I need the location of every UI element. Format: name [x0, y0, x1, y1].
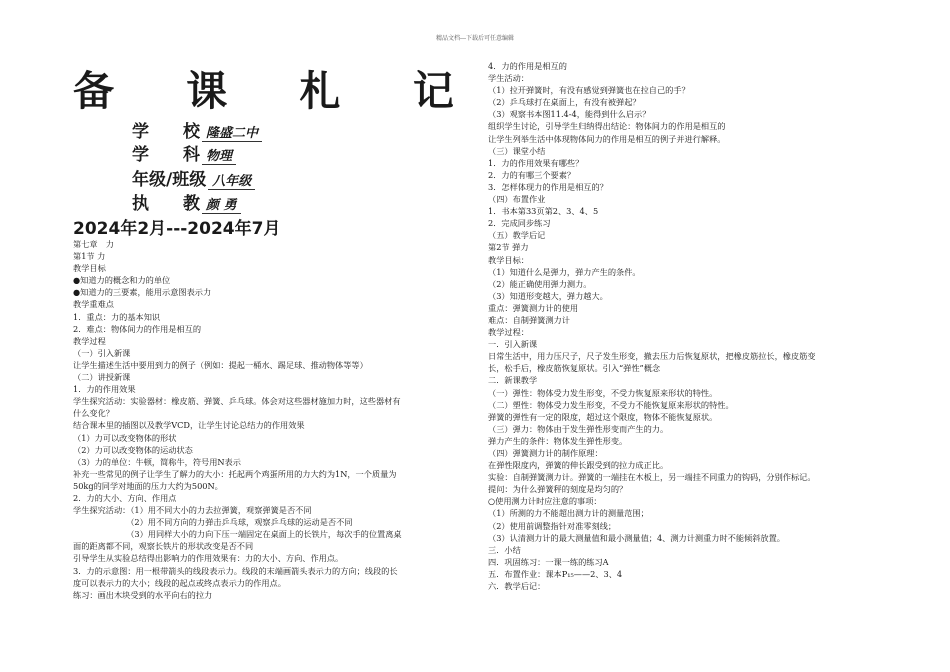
- text-line: （1）知道什么是弹力，弹力产生的条件。: [488, 266, 641, 277]
- text-line: 让学生列举生活中体现物体间力的作用是相互的例子并进行解释。: [488, 133, 726, 144]
- info-label: 年级/班级: [132, 170, 207, 190]
- text-line: （1）力可以改变物体的形状: [73, 432, 177, 443]
- text-line: 第1节 力: [73, 251, 106, 262]
- text-line: 弹簧的弹性有一定的限度，超过这个限度，物体不能恢复原状。: [488, 411, 718, 422]
- text-line: ●知道力的三要素，能用示意图表示力: [73, 287, 212, 298]
- left-column-text: [73, 238, 483, 601]
- text-line: 教学过程：: [488, 327, 529, 338]
- text-line: （3）力的单位：牛顿，简称牛，符号用N表示: [73, 456, 241, 467]
- text-line: 3．怎样体现力的作用是相互的？: [488, 181, 608, 192]
- text-line: 六．教学后记：: [488, 581, 546, 592]
- text-line: 日常生活中，用力压尺子，尺子发生形变，撤去压力后恢复原状，把橡皮筋拉长，橡皮筋变: [488, 351, 816, 362]
- text-line: 2．完成同步练习: [488, 218, 551, 229]
- text-line: ●知道力的概念和力的单位: [73, 275, 171, 286]
- text-line: 五．布置作业：课本P₁₅——2、3、4: [488, 568, 623, 579]
- text-line: 学生探究活动：（1）用不同大小的力去拉弹簧，观察弹簧是否不同: [73, 505, 312, 516]
- text-line: 度可以表示力的大小；线段的起点或终点表示力的作用点。: [73, 577, 286, 588]
- info-value: 八年级: [208, 170, 255, 190]
- text-line: （3）观察书本图11.4-4，能得到什么启示？: [488, 109, 651, 120]
- text-line: 结合课本里的插图以及教学VCD，让学生讨论总结力的作用效果: [73, 420, 305, 431]
- text-line: （五）教学后记: [488, 230, 546, 241]
- info-row-school: [132, 117, 262, 142]
- text-line: 练习：画出木块受到的水平向右的拉力: [73, 589, 213, 600]
- text-line: 1．书本第33页第2、3、4、5: [488, 206, 599, 217]
- text-line: （三）课堂小结: [488, 145, 546, 156]
- text-line: 面的距离都不同，观察长铁片的形状改变是否不同: [73, 541, 254, 552]
- info-row-subject: [132, 140, 236, 165]
- text-line: 2．力的有哪三个要素？: [488, 169, 576, 180]
- text-line: 教学目标: [73, 263, 106, 274]
- text-line: 什么变化？: [73, 408, 114, 419]
- text-line: 在弹性限度内，弹簧的伸长跟受到的拉力成正比。: [488, 460, 669, 471]
- text-line: 弹力产生的条件：物体发生弹性形变。: [488, 435, 628, 446]
- info-label: 学 科: [132, 145, 200, 165]
- text-line: 50kg的同学对地面的压力大约为500N。: [73, 480, 223, 491]
- right-column-text: [488, 60, 888, 592]
- text-line: 补充一些常见的例子让学生了解力的大小：托起两个鸡蛋所用的力大约为1N，一个质量为: [73, 468, 397, 479]
- text-line: （1）所测的力不能超出测力计的测量范围；: [488, 508, 649, 519]
- text-line: （一）引入新课: [73, 347, 131, 358]
- text-line: 教学重难点: [73, 299, 114, 310]
- info-label: 执 教: [132, 194, 200, 214]
- text-line: 一．引入新课: [488, 339, 538, 350]
- text-line: （四）布置作业: [488, 194, 546, 205]
- info-value: 隆盛二中: [202, 122, 262, 142]
- text-line: 组织学生讨论，引导学生归纳得出结论：物体间力的作用是相互的: [488, 121, 726, 132]
- text-line: 第七章 力: [73, 239, 114, 249]
- text-line: 引导学生从实验总结得出影响力的作用效果有：力的大小、方向、作用点。: [73, 553, 344, 564]
- text-line: 实验：自制弹簧测力计。弹簧的一端挂在木板上，另一端挂不同重力的钩码，分别作标记。: [488, 472, 816, 483]
- text-line: ○使用测力计时应注意的事项：: [488, 496, 602, 507]
- text-line: （2）能正确使用弹力测力。: [488, 278, 592, 289]
- text-line: （2）使用前调整指针对准零刻线；: [488, 520, 617, 531]
- header-note: 精品文档---下载后可任意编辑: [435, 35, 515, 42]
- text-line: 3．力的示意图：用一根带箭头的线段表示力。线段的末端画箭头表示力的方向；线段的长: [73, 565, 398, 576]
- text-line: （三）弹力：物体由于发生弹性形变而产生的力。: [488, 423, 669, 434]
- info-value: 颜 勇: [202, 194, 241, 214]
- text-line: 4．力的作用是相互的: [488, 61, 567, 71]
- text-line: （二）塑性：物体受力发生形变，不受力不能恢复原来形状的特性。: [488, 399, 734, 410]
- text-line: 三．小结: [488, 544, 521, 555]
- text-line: （2）用不同方向的力弹击乒乓球，观察乒乓球的运动是否不同: [73, 517, 353, 528]
- text-line: （二）讲授新课: [73, 372, 131, 383]
- text-line: 2．力的大小、方向、作用点: [73, 492, 177, 503]
- text-line: 二．新课教学: [488, 375, 538, 386]
- text-line: 难点：自制弹簧测力计: [488, 314, 570, 325]
- text-line: （一）弹性：物体受力发生形变，不受力恢复原来形状的特性。: [488, 387, 718, 398]
- text-line: （3）用同样大小的力向下压一端固定在桌面上的长铁片，每次手的位置离桌: [73, 529, 402, 540]
- text-line: 提问：为什么弹簧秤的刻度是均匀的？: [488, 484, 628, 495]
- text-line: （3）认清测力计的最大测量值和最小测量值；4、测力计测重力时不能倾斜放置。: [488, 532, 785, 543]
- text-line: 教学过程: [73, 335, 106, 346]
- text-line: 1．力的作用效果有哪些？: [488, 157, 584, 168]
- text-line: 长，松手后，橡皮筋恢复原状。引入“弹性”概念: [488, 363, 661, 374]
- text-line: （3）知道形变越大，弹力越大。: [488, 290, 608, 301]
- text-line: 1．力的作用效果: [73, 384, 136, 395]
- text-line: 学生探究活动：实验器材：橡皮筋、弹簧、乒乓球。体会对这些器材施加力时，这些器材有: [73, 396, 401, 407]
- info-row-grade: [132, 165, 255, 190]
- text-line: 让学生描述生活中要用到力的例子（例如：提起一桶水、踢足球、推动物体等等）: [73, 359, 368, 370]
- info-row-teacher: [132, 189, 241, 214]
- text-line: （1）拉开弹簧时，有没有感觉到弹簧也在拉自己的手？: [488, 85, 690, 96]
- text-line: 重点：弹簧测力计的使用: [488, 302, 579, 313]
- text-line: （2）乒乓球打在桌面上，有没有被弹起？: [488, 97, 641, 108]
- page-title: 备 课 札 记: [73, 67, 483, 115]
- text-line: （四）弹簧测力计的制作原理：: [488, 448, 603, 458]
- text-line: 四．巩固练习：一课一练的练习A: [488, 556, 609, 567]
- text-line: 第2节 弹力: [488, 242, 529, 253]
- text-line: 1．重点：力的基本知识: [73, 311, 161, 322]
- info-value: 物理: [202, 145, 236, 165]
- date-range: 2024年2月---2024年7月: [73, 219, 281, 239]
- text-line: 2．难点：物体间力的作用是相互的: [73, 323, 202, 334]
- text-line: 学生活动：: [488, 73, 529, 84]
- info-label: 学 校: [132, 122, 200, 142]
- text-line: 教学目标：: [488, 254, 529, 265]
- text-line: （2）力可以改变物体的运动状态: [73, 444, 193, 455]
